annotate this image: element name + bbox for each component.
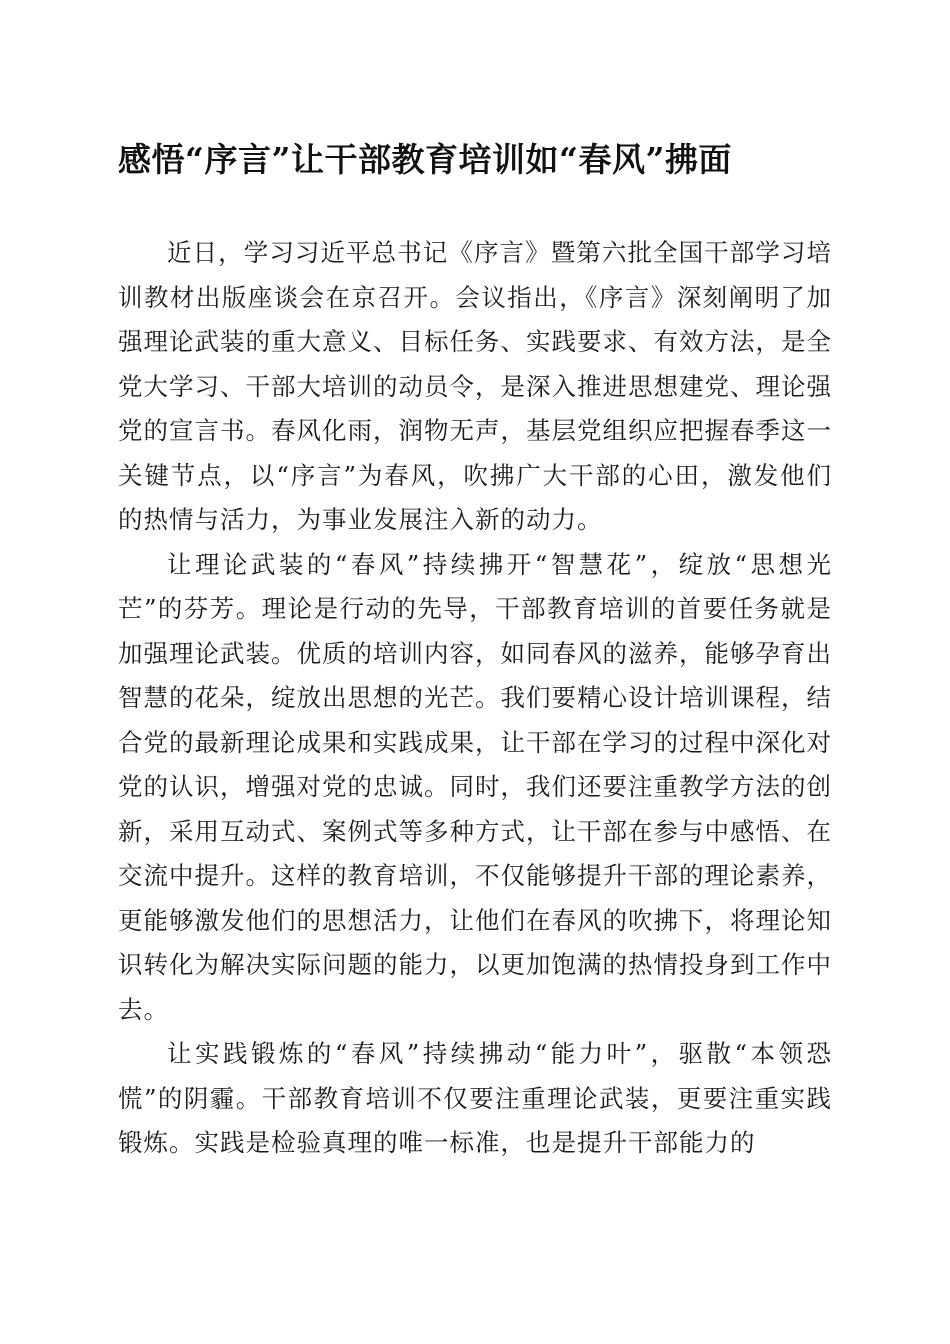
paragraph-3: 让实践锻炼的“春风”持续拂动“能力叶”，驱散“本领恐慌”的阴霾。干部教育培训不仅要注重理论武装，更要注重实践锻炼。实践是检验真理的唯一标准，也是提升干部能力的	[118, 1039, 832, 1157]
paragraph-2: 让理论武装的“春风”持续拂开“智慧花”，绽放“思想光芒”的芬芳。理论是行动的先导，干部教育培训的首要任务就是加强理论武装。优质的培训内容，如同春风的滋养，能够孕育出智慧的花朵，绽放出思想的光芒。我们要精心设计培训课程，结合党的最新理论成果和实践成果，让干部在学习的过程中深化对党的认识，增强对党的忠诚。同时，我们还要注重教学方法的创新，采用互动式、案例式等多种方式，让干部在参与中感悟、在交流中提升。这样的教育培训，不仅能够提升干部的理论素养，更能够激发他们的思想活力，让他们在春风的吹拂下，将理论知识转化为解决实际问题的能力，以更加饱满的热情投身到工作中去。	[118, 549, 832, 1024]
document-title: 感悟“序言”让干部教育培训如“春风”拂面	[118, 140, 732, 179]
paragraph-1: 近日，学习习近平总书记《序言》暨第六批全国干部学习培训教材出版座谈会在京召开。会议指出，《序言》深刻阐明了加强理论武装的重大意义、目标任务、实践要求、有效方法，是全党大学习、干部大培训的动员令，是深入推进思想建党、理论强党的宣言书。春风化雨，润物无声，基层党组织应把握春季这一关键节点，以“序言”为春风，吹拂广大干部的心田，激发他们的热情与活力，为事业发展注入新的动力。	[118, 238, 832, 534]
document-body	[118, 231, 832, 1166]
